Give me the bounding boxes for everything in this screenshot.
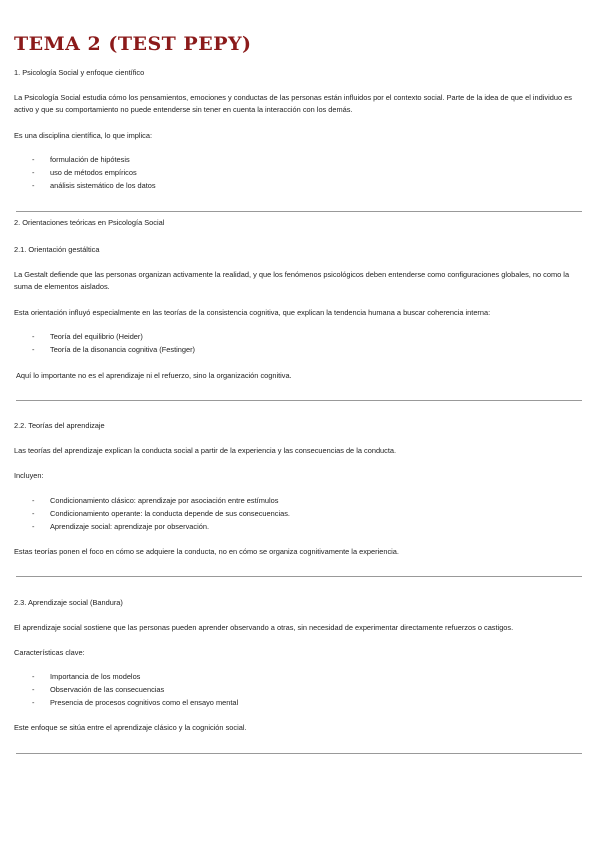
paragraph: Las teorías del aprendizaje explican la conducta social a partir de la experiencia y las consecuencias de la conducta. bbox=[14, 446, 397, 455]
paragraph: Características clave: bbox=[14, 648, 85, 657]
list-item-text: Condicionamiento clásico: aprendizaje por asociación entre estímulos bbox=[50, 496, 279, 505]
section-divider bbox=[16, 400, 582, 401]
bullet-marker: - bbox=[32, 345, 35, 354]
bullet-marker: - bbox=[32, 672, 35, 681]
section-divider bbox=[16, 576, 582, 577]
list-item bbox=[32, 508, 290, 520]
bullet-marker: - bbox=[32, 698, 35, 707]
paragraph: Estas teorías ponen el foco en cómo se adquiere la conducta, no en cómo se organiza cognitivamente la experiencia. bbox=[14, 547, 399, 556]
paragraph: Aquí lo importante no es el aprendizaje ni el refuerzo, sino la organización cognitiva. bbox=[16, 371, 292, 380]
document-title: TEMA 2 (TEST PEPY) bbox=[14, 33, 252, 55]
list-item-text: Teoría de la disonancia cognitiva (Festinger) bbox=[50, 345, 196, 354]
list-item bbox=[32, 521, 209, 533]
section-heading: 1. Psicología Social y enfoque científico bbox=[14, 68, 145, 77]
paragraph: Incluyen: bbox=[14, 471, 44, 480]
list-item-text: Observación de las consecuencias bbox=[50, 685, 165, 694]
list-item-text: formulación de hipótesis bbox=[50, 155, 130, 164]
subsection-heading: 2.2. Teorías del aprendizaje bbox=[14, 421, 105, 430]
bullet-marker: - bbox=[32, 155, 35, 164]
list-item-text: Aprendizaje social: aprendizaje por observación. bbox=[50, 522, 209, 531]
list-item bbox=[32, 495, 278, 507]
paragraph: El aprendizaje social sostiene que las personas pueden aprender observando a otras, sin necesidad de experimentar directamente refuerzos o castigos. bbox=[14, 623, 514, 632]
list-item-text: uso de métodos empíricos bbox=[50, 168, 137, 177]
list-item bbox=[32, 684, 164, 696]
list-item bbox=[32, 167, 137, 179]
list-item-text: Teoría del equilibrio (Heider) bbox=[50, 332, 143, 341]
paragraph: Esta orientación influyó especialmente en las teorías de la consistencia cognitiva, que explican la tendencia humana a buscar coherencia interna: bbox=[14, 308, 491, 317]
bullet-marker: - bbox=[32, 685, 35, 694]
bullet-marker: - bbox=[32, 332, 35, 341]
section-heading: 2. Orientaciones teóricas en Psicología Social bbox=[14, 218, 165, 227]
paragraph: La Gestalt defiende que las personas organizan activamente la realidad, y que los fenómenos psicológicos deben entenderse como configuraciones globales, no como la suma de elementos aislados. bbox=[14, 270, 570, 292]
paragraph: Es una disciplina científica, lo que implica: bbox=[14, 131, 153, 140]
list-item-text: Importancia de los modelos bbox=[50, 672, 141, 681]
list-item bbox=[32, 697, 238, 709]
list-item bbox=[32, 344, 195, 356]
list-item-text: Condicionamiento operante: la conducta depende de sus consecuencias. bbox=[50, 509, 290, 518]
bullet-marker: - bbox=[32, 168, 35, 177]
bullet-marker: - bbox=[32, 509, 35, 518]
bullet-marker: - bbox=[32, 522, 35, 531]
section-divider bbox=[16, 753, 582, 754]
list-item bbox=[32, 154, 130, 166]
bullet-marker: - bbox=[32, 181, 35, 190]
list-item-text: Presencia de procesos cognitivos como el ensayo mental bbox=[50, 698, 239, 707]
paragraph: La Psicología Social estudia cómo los pensamientos, emociones y conductas de las personas están influidos por el contexto social. Parte de la idea de que el individuo es activo y que su comportamiento no puede entenderse sin tener en cuenta la interacción con los demás. bbox=[14, 93, 572, 115]
subsection-heading: 2.3. Aprendizaje social (Bandura) bbox=[14, 598, 123, 607]
list-item bbox=[32, 331, 143, 343]
subsection-heading: 2.1. Orientación gestáltica bbox=[14, 245, 100, 254]
paragraph: Este enfoque se sitúa entre el aprendizaje clásico y la cognición social. bbox=[14, 723, 247, 732]
section-divider bbox=[16, 211, 582, 212]
list-item bbox=[32, 180, 156, 192]
list-item-text: análisis sistemático de los datos bbox=[50, 181, 156, 190]
bullet-marker: - bbox=[32, 496, 35, 505]
list-item bbox=[32, 671, 140, 683]
